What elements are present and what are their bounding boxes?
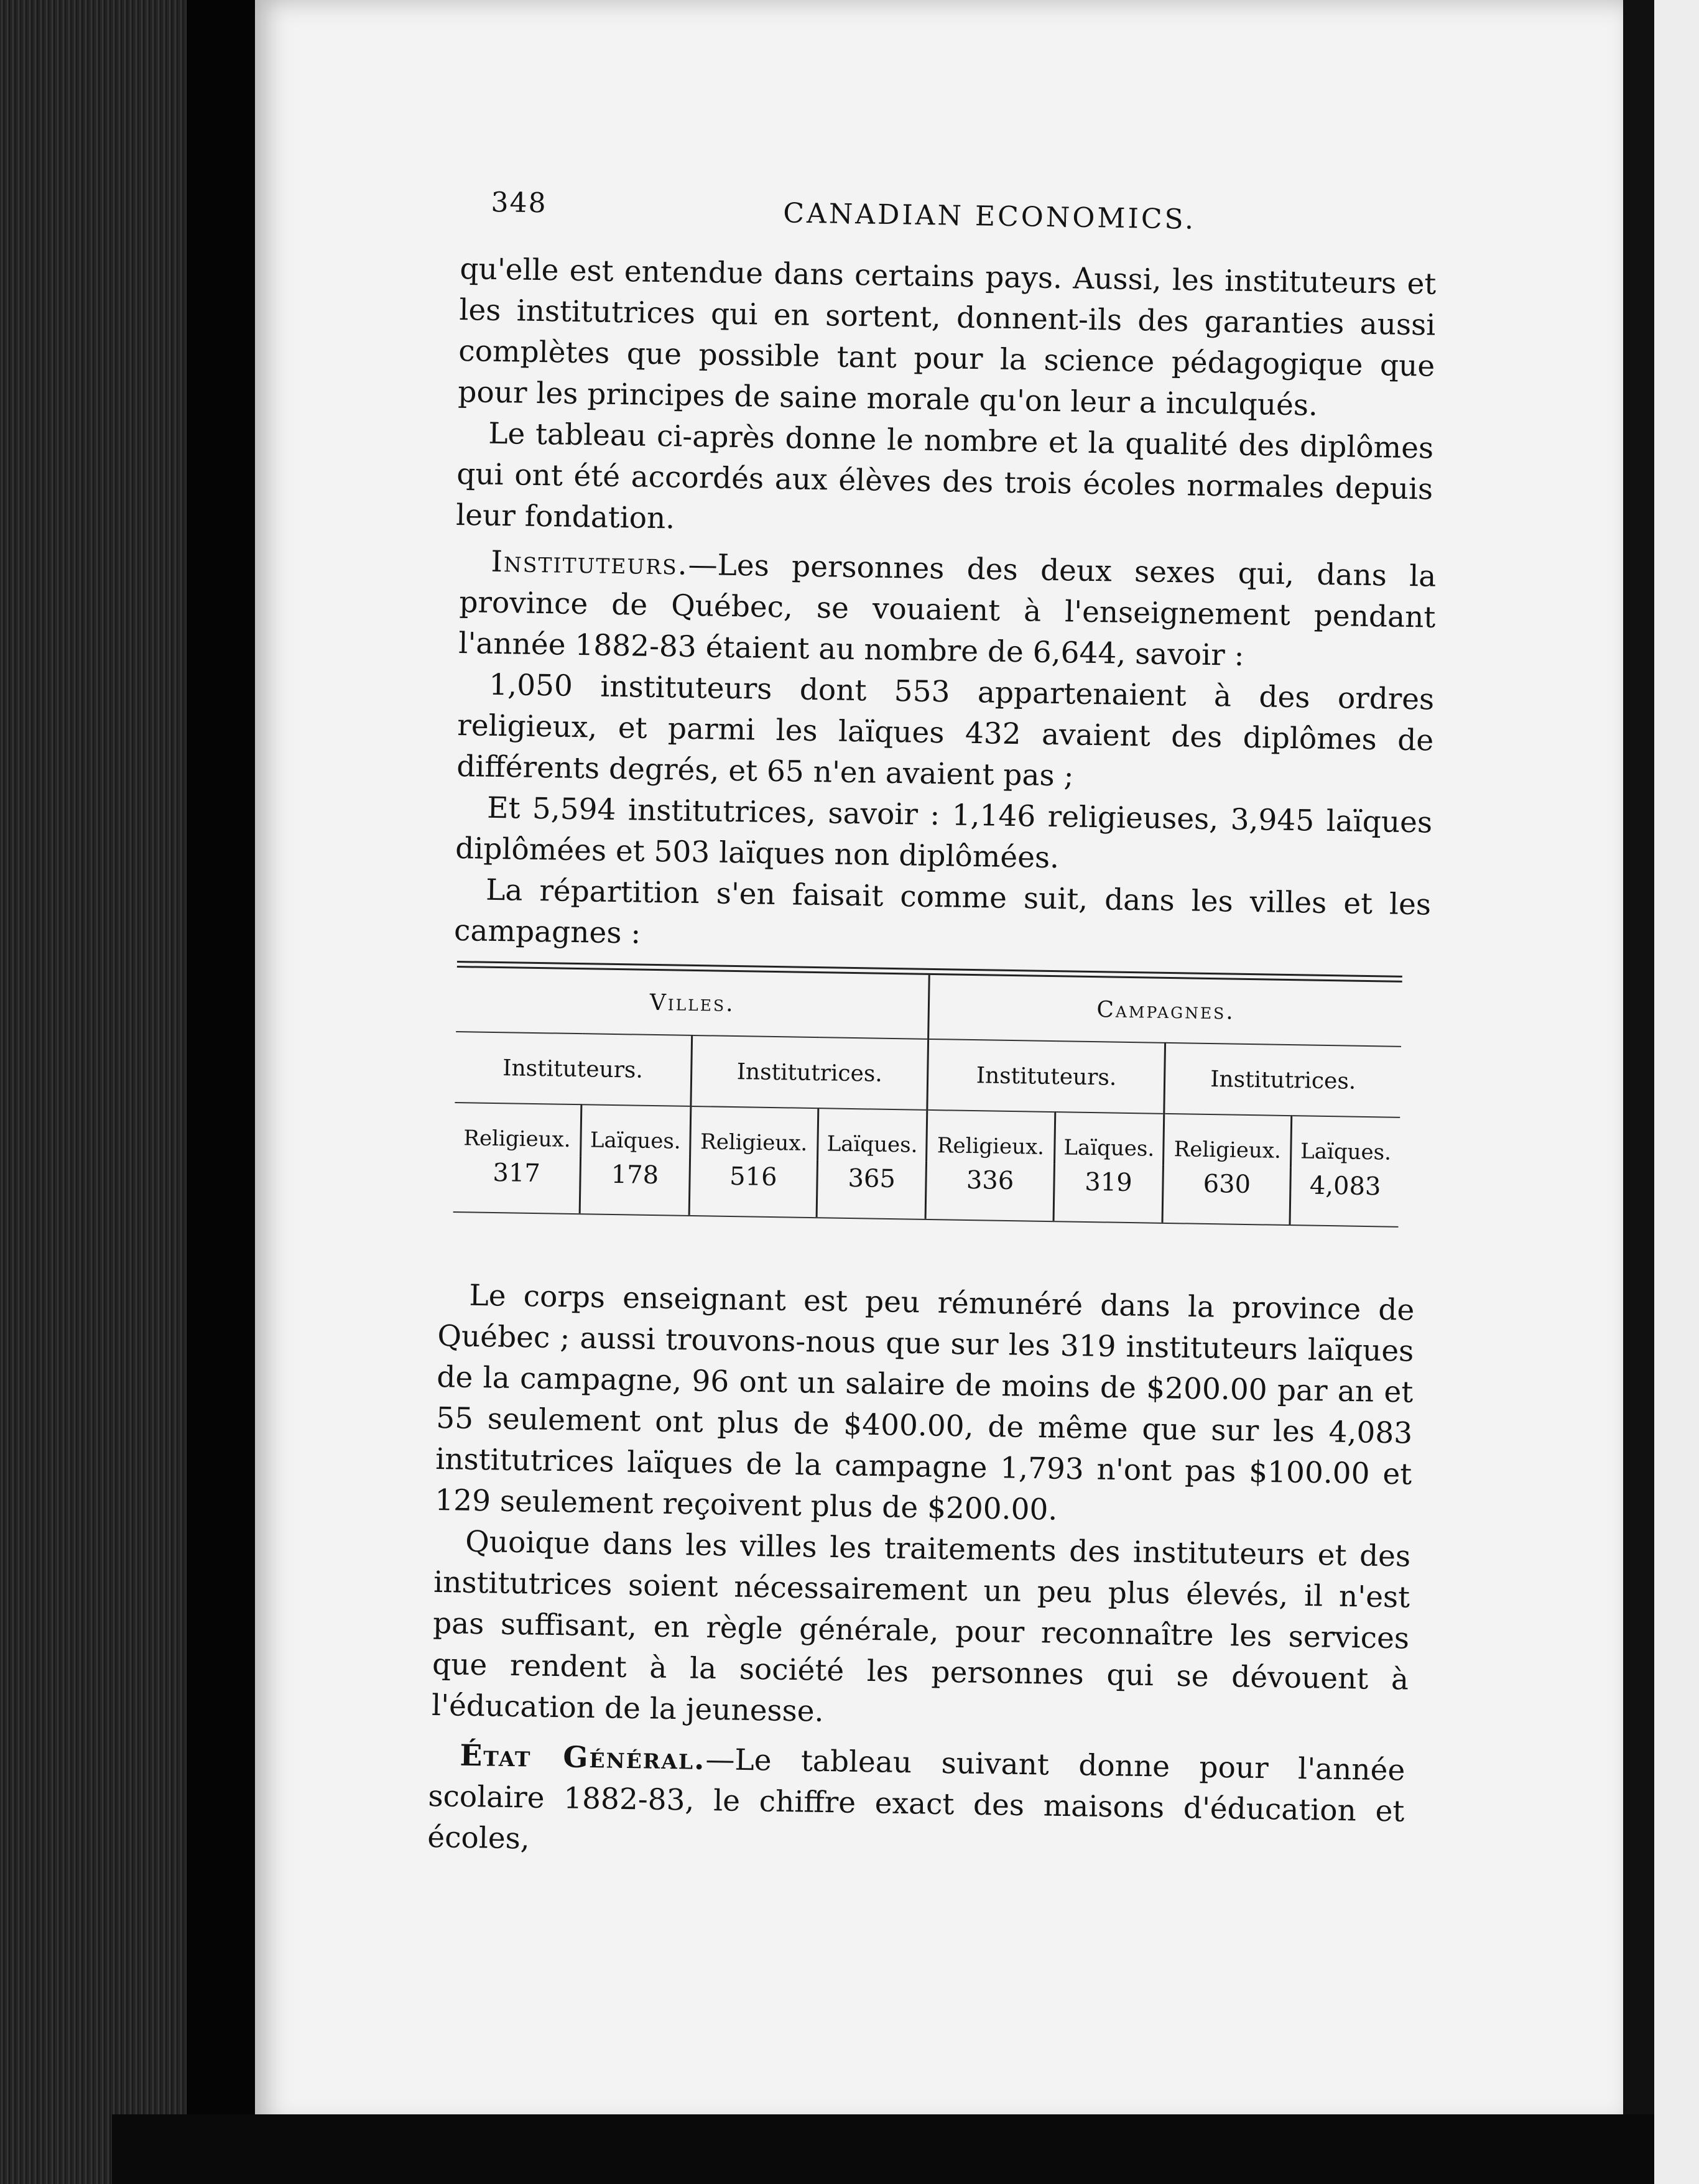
table-cell: 516 — [689, 1158, 818, 1217]
intro-paragraph-1: qu'elle est entendue dans certains pays. Aussi, les instituteurs et les institutrices qui en sortent, donnent-ils des garanties aussi complètes que possible tant pour la science pédagogique que pour les principes de saine morale qu'on leur a inculqués. — [457, 251, 1437, 423]
col-laiques: Laïques. — [817, 1108, 927, 1162]
table-cell: 336 — [926, 1162, 1055, 1221]
etat-general-heading: État Général. — [460, 1738, 706, 1777]
teachers-table — [453, 961, 1402, 1228]
salary-section — [432, 1275, 1415, 1742]
header-campagnes: Campagnes. — [928, 975, 1402, 1047]
women-paragraph: Et 5,594 institutrices, savoir : 1,146 religieuses, 3,945 laïques diplômées et 503 laïques non diplômées. — [455, 790, 1433, 876]
next-page-edge — [1654, 0, 1699, 2184]
instituteurs-heading: Instituteurs. — [491, 544, 689, 582]
intro-paragraph-2: Le tableau ci-après donne le nombre et la qualité des diplômes qui ont été accordés aux élèves des trois écoles normales depuis leur fondation. — [455, 416, 1434, 536]
instituteurs-section — [454, 541, 1437, 967]
col-religieux: Religieux. — [454, 1103, 581, 1156]
table-cell: 319 — [1053, 1164, 1164, 1223]
table-cell: 178 — [580, 1156, 690, 1215]
men-paragraph: 1,050 instituteurs dont 553 appartenaient à des ordres religieux, et parmi les laïques 432 avaient des diplômes de différents degrés, et 65 n'en avaient pas ; — [456, 667, 1435, 794]
page-number: 348 — [491, 187, 547, 220]
table-cell: 630 — [1162, 1165, 1291, 1224]
col-religieux: Religieux. — [927, 1110, 1055, 1164]
running-head: CANADIAN ECONOMICS. — [782, 197, 1197, 236]
instituteurs-paragraph — [458, 541, 1437, 680]
etat-general-paragraph — [427, 1735, 1405, 1874]
etat-general-section — [427, 1735, 1405, 1874]
bottom-shadow — [112, 2114, 1654, 2184]
salary-paragraph-2: Quoique dans les villes les traitements des instituteurs et des institutrices soient nécessairement un peu plus élevés, il n'est pas suffisant, en règle générale, pour reconnaître les services que rendent à la société les personnes qui se dévouent à l'éducation de la jeunesse. — [431, 1524, 1411, 1729]
col-religieux: Religieux. — [690, 1106, 818, 1160]
header-villes-instituteurs: Instituteurs. — [455, 1032, 692, 1106]
instituteurs-text: —Les personnes des deux sexes qui, dans la province de Québec, se vouaient à l'enseignement pendant l'année 1882-83 étaient au nombre de 6,644, savoir : — [458, 547, 1437, 673]
salary-paragraph-1: Le corps enseignant est peu rémunéré dans la province de Québec ; aussi trouvons-nous que sur les 319 instituteurs laïques de la campagne, 96 ont un salaire de moins de $200.00 par an et 55 seulement ont plus de $400.00, de même que sur les 4,083 institutrices laïques de la campagne 1,793 n'ont pas $100.00 et 129 seulement reçoivent plus de $200.00. — [434, 1278, 1415, 1527]
header-campagnes-institutrices: Institutrices. — [1164, 1043, 1401, 1117]
header-campagnes-instituteurs: Instituteurs. — [927, 1039, 1165, 1114]
etat-general-text: —Le tableau suivant donne pour l'année scolaire 1882-83, le chiffre exact des maisons d'éducation et écoles, — [427, 1742, 1405, 1856]
col-laiques: Laïques. — [1291, 1116, 1400, 1169]
col-religieux: Religieux. — [1164, 1114, 1292, 1167]
col-laiques: Laïques. — [581, 1104, 691, 1158]
header-villes-institutrices: Institutrices. — [691, 1035, 929, 1110]
table-cell: 365 — [817, 1160, 927, 1219]
intro-section — [456, 249, 1437, 552]
book-gutter — [187, 0, 255, 2184]
table-cell: 317 — [493, 1158, 541, 1188]
col-laiques: Laïques. — [1054, 1112, 1164, 1165]
repartition-paragraph: La répartition s'en faisait comme suit, dans les villes et les campagnes : — [453, 872, 1432, 951]
header-villes: Villes. — [649, 989, 735, 1017]
table-cell: 4,083 — [1290, 1167, 1399, 1226]
